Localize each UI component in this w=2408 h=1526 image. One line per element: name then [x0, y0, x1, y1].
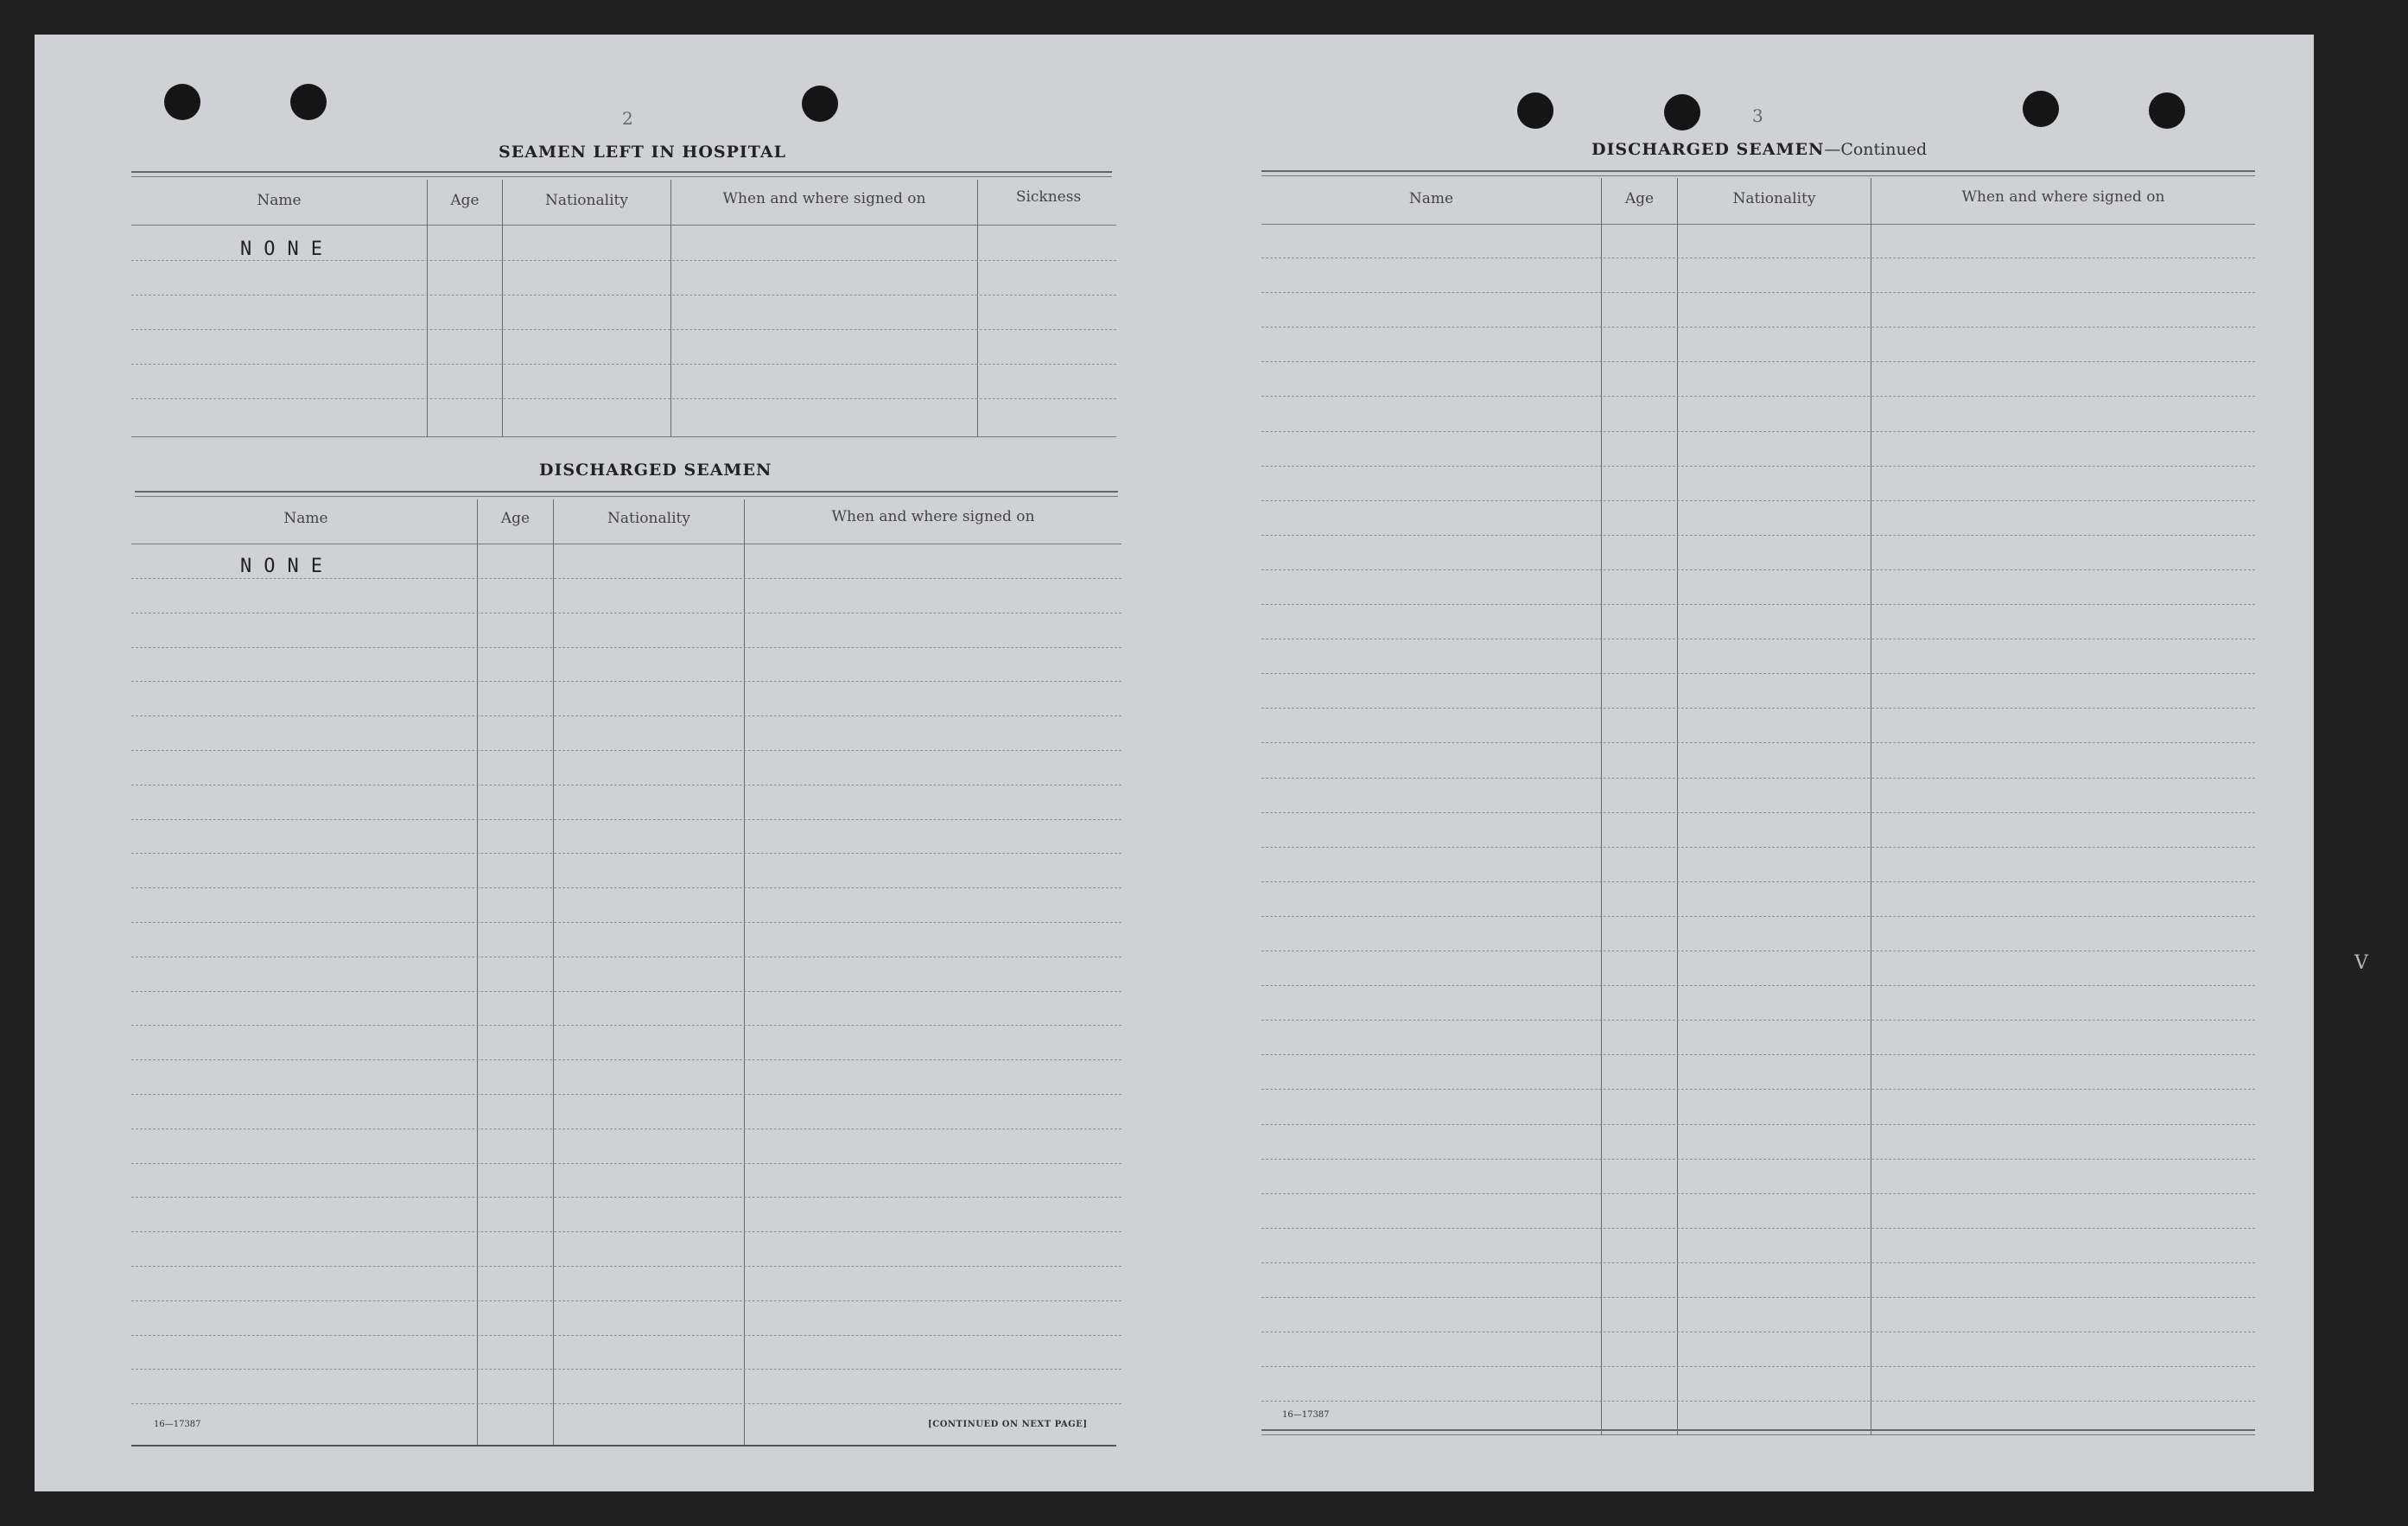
- table-row: [1261, 361, 2255, 362]
- discharged-continued-title: [1592, 140, 1927, 159]
- header-age: Age: [500, 510, 531, 527]
- edge-mark: V: [2354, 952, 2368, 974]
- table-row: [1261, 604, 2255, 605]
- section-rule: [1261, 170, 2255, 176]
- column-rule: [477, 499, 478, 1445]
- table-row: [1261, 466, 2255, 467]
- page-number: 3: [1752, 105, 1763, 126]
- punch-hole: [164, 84, 200, 120]
- header-when-where: When and where signed on: [831, 508, 1035, 525]
- header-age: Age: [1624, 190, 1655, 207]
- section-rule: [131, 171, 1112, 177]
- header-age: Age: [450, 192, 480, 209]
- table-row: [1261, 292, 2255, 293]
- header-rule: [1261, 224, 2255, 225]
- table-row: [131, 681, 1121, 682]
- table-row: [131, 991, 1121, 992]
- table-row: [1261, 1159, 2255, 1160]
- table-row: [1261, 1193, 2255, 1194]
- table-row: [1261, 1262, 2255, 1263]
- column-rule: [1601, 178, 1602, 1434]
- table-row: [131, 295, 1116, 296]
- table-bottom-rule: [1261, 1429, 2255, 1435]
- table-row: [131, 750, 1121, 751]
- table-bottom-rule: [131, 1445, 1116, 1447]
- table-row: [1261, 500, 2255, 501]
- table-row: [1261, 1054, 2255, 1055]
- table-row: [1261, 1089, 2255, 1090]
- header-nationality: Nationality: [607, 510, 690, 527]
- table-row: [131, 1403, 1121, 1404]
- table-row: [1261, 1228, 2255, 1229]
- header-when-where: When and where signed on: [1961, 188, 2165, 206]
- title-continued: —Continued: [1824, 140, 1928, 159]
- continued-note: [CONTINUED ON NEXT PAGE]: [928, 1420, 1088, 1429]
- header-sickness: Sickness: [1015, 188, 1082, 206]
- table-row: [131, 1266, 1121, 1267]
- table-row: [1261, 1297, 2255, 1298]
- table-row: [1261, 812, 2255, 813]
- table-row: [131, 1231, 1121, 1232]
- punch-hole: [2023, 91, 2059, 127]
- table-row: [131, 1369, 1121, 1370]
- table-row: [1261, 742, 2255, 743]
- table-row: [131, 364, 1116, 365]
- table-row: [1261, 881, 2255, 882]
- form-number: 16—17387: [154, 1420, 201, 1429]
- table-row: [1261, 916, 2255, 917]
- header-rule: [131, 225, 1116, 226]
- table-row: [1261, 396, 2255, 397]
- form-number: 16—17387: [1282, 1410, 1330, 1420]
- table-row: [131, 887, 1121, 888]
- table-row: [1261, 569, 2255, 570]
- table-row: [131, 853, 1121, 854]
- punch-hole: [802, 86, 838, 122]
- table-row: [1261, 847, 2255, 848]
- header-name: Name: [1408, 190, 1454, 207]
- punch-hole: [290, 84, 327, 120]
- section-rule: [135, 491, 1118, 497]
- column-rule: [553, 499, 554, 1445]
- table-row: [131, 578, 1121, 579]
- header-name: Name: [283, 510, 328, 527]
- table-row: [131, 819, 1121, 820]
- column-rule: [744, 499, 745, 1445]
- header-nationality: Nationality: [1732, 190, 1816, 207]
- column-rule: [1677, 178, 1678, 1434]
- table-row: [131, 922, 1121, 923]
- typed-entry: NONE: [240, 556, 334, 577]
- table-row: [1261, 1124, 2255, 1125]
- table-row: [131, 1335, 1121, 1336]
- typed-entry: NONE: [240, 238, 334, 260]
- table-row: [131, 1025, 1121, 1026]
- table-row: [131, 1059, 1121, 1060]
- discharged-section-title: DISCHARGED SEAMEN: [539, 461, 772, 480]
- table-row: [1261, 673, 2255, 674]
- table-row: [1261, 1366, 2255, 1367]
- scanned-document: [35, 35, 2368, 1491]
- table-row: [1261, 431, 2255, 432]
- table-bottom-rule: [131, 436, 1116, 437]
- header-nationality: Nationality: [545, 192, 628, 209]
- table-row: [131, 1094, 1121, 1095]
- punch-hole: [1517, 92, 1553, 129]
- hospital-section-title: SEAMEN LEFT IN HOSPITAL: [499, 143, 786, 162]
- table-row: [1261, 1020, 2255, 1021]
- table-row: [131, 260, 1116, 261]
- table-row: [131, 398, 1116, 399]
- punch-hole: [1664, 94, 1700, 130]
- title-text: DISCHARGED SEAMEN: [1592, 140, 1825, 159]
- table-row: [131, 1163, 1121, 1164]
- table-row: [1261, 778, 2255, 779]
- table-row: [1261, 985, 2255, 986]
- table-row: [131, 329, 1116, 330]
- table-row: [1261, 708, 2255, 709]
- header-name: Name: [257, 192, 302, 209]
- table-row: [1261, 535, 2255, 536]
- table-row: [131, 647, 1121, 648]
- table-row: [131, 715, 1121, 716]
- punch-hole: [2149, 92, 2185, 129]
- table-row: [1261, 1401, 2255, 1402]
- table-row: [131, 613, 1121, 614]
- table-row: [131, 1300, 1121, 1301]
- table-row: [131, 1197, 1121, 1198]
- page-number: 2: [622, 108, 633, 129]
- header-when-where: When and where signed on: [722, 190, 926, 207]
